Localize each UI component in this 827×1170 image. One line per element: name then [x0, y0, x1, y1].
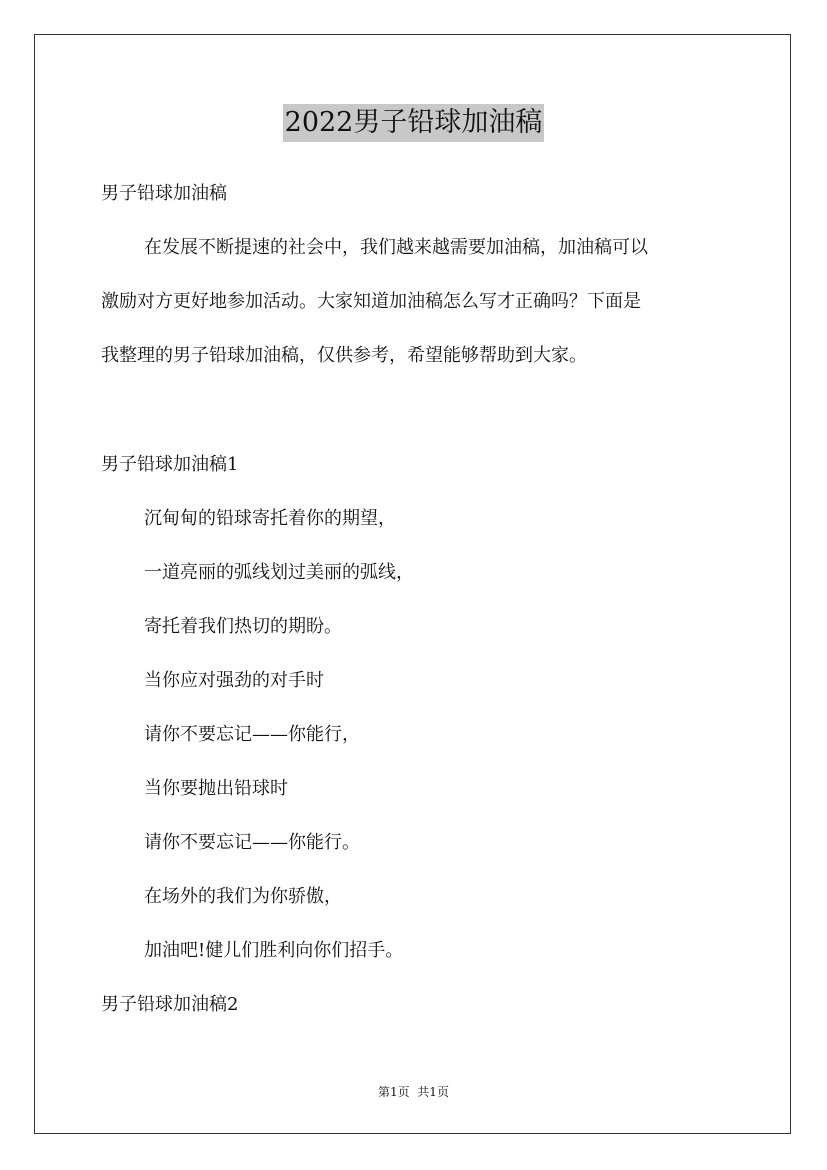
poem-line-2: 一道亮丽的弧线划过美丽的弧线， — [144, 562, 414, 583]
intro-line-3: 我整理的男子铅球加油稿，仅供参考，希望能够帮助到大家。 — [101, 345, 587, 366]
poem-line-5: 请你不要忘记——你能行， — [144, 724, 360, 745]
page-footer: 第1页 共1页 — [378, 1085, 449, 1099]
poem-line-6: 当你要抛出铅球时 — [144, 778, 288, 799]
poem-line-9: 加油吧!健儿们胜利向你们招手。 — [144, 940, 404, 961]
section-1-heading: 男子铅球加油稿1 — [101, 454, 239, 475]
document-title: 2022男子铅球加油稿 — [283, 104, 545, 142]
poem-line-8: 在场外的我们为你骄傲， — [144, 886, 342, 907]
poem-line-1: 沉甸甸的铅球寄托着你的期望， — [144, 508, 396, 529]
poem-line-3: 寄托着我们热切的期盼。 — [144, 616, 342, 637]
title-container — [0, 104, 827, 142]
intro-line-2: 激励对方更好地参加活动。大家知道加油稿怎么写才正确吗？下面是 — [101, 291, 641, 312]
intro-line-1: 在发展不断提速的社会中，我们越来越需要加油稿，加油稿可以 — [144, 237, 648, 258]
section-2-heading: 男子铅球加油稿2 — [101, 994, 239, 1015]
document-heading: 男子铅球加油稿 — [101, 183, 227, 204]
poem-line-4: 当你应对强劲的对手时 — [144, 670, 324, 691]
poem-line-7: 请你不要忘记——你能行。 — [144, 832, 360, 853]
